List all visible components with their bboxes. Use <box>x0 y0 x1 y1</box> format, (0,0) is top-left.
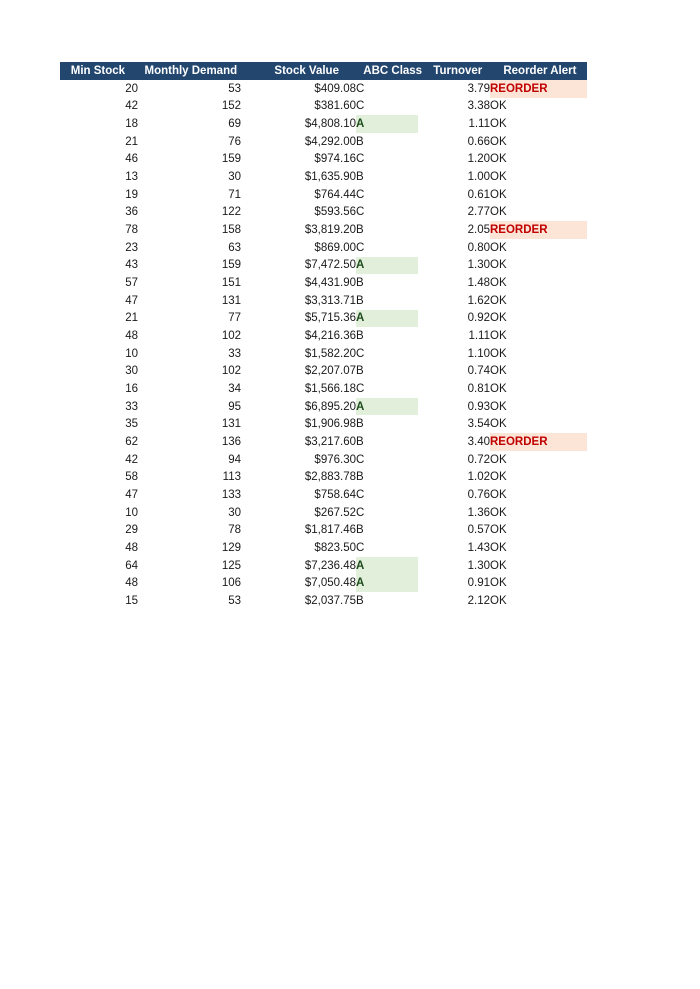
cell-min-stock[interactable]: 47 <box>125 488 138 501</box>
cell-reorder-alert[interactable]: OK <box>490 188 507 201</box>
cell-abc-class[interactable]: C <box>356 206 365 219</box>
cell-stock-value[interactable]: $593.56 <box>314 206 356 219</box>
cell-reorder-alert[interactable]: OK <box>490 347 507 360</box>
table-row <box>60 345 587 363</box>
cell-min-stock[interactable]: 15 <box>125 594 138 607</box>
cell-turnover[interactable]: 0.66 <box>467 135 490 148</box>
table-row <box>60 521 587 539</box>
cell-monthly-demand[interactable]: 151 <box>221 277 241 290</box>
cell-reorder-alert[interactable]: OK <box>490 118 507 131</box>
header-abc-class[interactable]: ABC Class <box>363 65 423 77</box>
table-row <box>60 221 587 239</box>
cell-reorder-alert[interactable]: OK <box>490 153 507 166</box>
cell-turnover[interactable]: 0.57 <box>467 524 490 537</box>
cell-reorder-alert[interactable]: OK <box>490 559 507 572</box>
cell-reorder-alert[interactable]: OK <box>490 277 507 290</box>
cell-abc-class[interactable]: C <box>356 347 365 360</box>
table-row <box>60 133 587 151</box>
cell-turnover[interactable]: 0.81 <box>467 382 490 395</box>
table-row <box>60 292 587 310</box>
cell-min-stock[interactable]: 64 <box>125 559 138 572</box>
cell-reorder-alert[interactable]: OK <box>490 365 507 378</box>
cell-reorder-alert[interactable]: OK <box>490 418 507 431</box>
table-row <box>60 363 587 381</box>
cell-min-stock[interactable]: 21 <box>125 312 138 325</box>
cell-turnover[interactable]: 2.77 <box>467 206 490 219</box>
cell-abc-class[interactable]: C <box>356 541 365 554</box>
cell-stock-value[interactable]: $3,819.20 <box>304 224 356 237</box>
cell-min-stock[interactable]: 10 <box>125 506 138 519</box>
cell-reorder-alert[interactable]: OK <box>490 312 507 325</box>
cell-reorder-alert[interactable]: OK <box>490 100 507 113</box>
cell-abc-class[interactable]: C <box>356 82 365 95</box>
cell-monthly-demand[interactable]: 78 <box>228 524 241 537</box>
cell-monthly-demand[interactable]: 131 <box>221 418 241 431</box>
cell-abc-class[interactable]: C <box>356 100 365 113</box>
table-row <box>60 592 587 610</box>
cell-abc-class[interactable]: B <box>356 277 364 290</box>
table-row <box>60 327 587 345</box>
cell-monthly-demand[interactable]: 53 <box>228 594 241 607</box>
cell-min-stock[interactable]: 48 <box>125 541 138 554</box>
cell-stock-value[interactable]: $381.60 <box>314 100 356 113</box>
cell-monthly-demand[interactable]: 71 <box>228 188 241 201</box>
cell-reorder-alert[interactable]: OK <box>490 171 507 184</box>
cell-reorder-alert[interactable]: OK <box>490 135 507 148</box>
table-row <box>60 380 587 398</box>
cell-monthly-demand[interactable]: 159 <box>221 153 241 166</box>
cell-monthly-demand[interactable]: 30 <box>228 506 241 519</box>
cell-stock-value[interactable]: $5,715.36 <box>304 312 356 325</box>
cell-turnover[interactable]: 3.38 <box>467 100 490 113</box>
cell-abc-class[interactable]: A <box>356 574 418 592</box>
cell-monthly-demand[interactable]: 122 <box>221 206 241 219</box>
cell-abc-class[interactable]: A <box>356 398 418 416</box>
cell-turnover[interactable]: 2.12 <box>467 594 490 607</box>
cell-stock-value[interactable]: $409.08 <box>314 82 356 95</box>
cell-stock-value[interactable]: $267.52 <box>314 506 356 519</box>
table-row <box>60 398 587 416</box>
table-row <box>60 204 587 222</box>
cell-abc-class[interactable]: C <box>356 153 365 166</box>
cell-min-stock[interactable]: 21 <box>125 135 138 148</box>
cell-min-stock[interactable]: 20 <box>125 82 138 95</box>
cell-turnover[interactable]: 1.11 <box>468 118 490 131</box>
cell-min-stock[interactable]: 48 <box>125 330 138 343</box>
cell-stock-value[interactable]: $823.50 <box>314 541 356 554</box>
table-row <box>60 504 587 522</box>
cell-reorder-alert[interactable]: OK <box>490 577 507 590</box>
cell-turnover[interactable]: 1.36 <box>467 506 490 519</box>
cell-turnover[interactable]: 3.54 <box>467 418 490 431</box>
cell-monthly-demand[interactable]: 69 <box>228 118 241 131</box>
cell-monthly-demand[interactable]: 95 <box>228 400 241 413</box>
inventory-table <box>60 62 587 610</box>
header-min-stock[interactable]: Min Stock <box>70 65 126 77</box>
cell-stock-value[interactable]: $4,216.36 <box>304 330 356 343</box>
cell-turnover[interactable]: 1.11 <box>468 330 490 343</box>
cell-reorder-alert[interactable]: REORDER <box>490 80 587 98</box>
table-row <box>60 151 587 169</box>
table-row <box>60 468 587 486</box>
cell-reorder-alert[interactable]: OK <box>490 471 507 484</box>
cell-stock-value[interactable]: $4,808.10 <box>304 118 356 131</box>
table-row <box>60 486 587 504</box>
cell-stock-value[interactable]: $3,313.71 <box>304 294 356 307</box>
table-row <box>60 557 587 575</box>
table-row <box>60 539 587 557</box>
table-row <box>60 98 587 116</box>
table-row <box>60 574 587 592</box>
cell-turnover[interactable]: 1.48 <box>467 277 490 290</box>
cell-min-stock[interactable]: 19 <box>125 188 138 201</box>
cell-min-stock[interactable]: 35 <box>125 418 138 431</box>
cell-min-stock[interactable]: 42 <box>125 453 138 466</box>
cell-monthly-demand[interactable]: 152 <box>221 100 241 113</box>
cell-stock-value[interactable]: $764.44 <box>314 188 356 201</box>
cell-abc-class[interactable]: C <box>356 241 365 254</box>
cell-stock-value[interactable]: $1,817.46 <box>304 524 356 537</box>
cell-min-stock[interactable]: 23 <box>125 241 138 254</box>
cell-abc-class[interactable]: B <box>356 418 364 431</box>
cell-stock-value[interactable]: $869.00 <box>314 241 356 254</box>
cell-reorder-alert[interactable]: OK <box>490 259 507 272</box>
cell-abc-class[interactable]: B <box>356 330 364 343</box>
cell-reorder-alert[interactable]: OK <box>490 541 507 554</box>
cell-min-stock[interactable]: 33 <box>125 400 138 413</box>
cell-monthly-demand[interactable]: 125 <box>221 559 241 572</box>
cell-reorder-alert[interactable]: OK <box>490 453 507 466</box>
cell-abc-class[interactable]: B <box>356 524 364 537</box>
cell-abc-class[interactable]: B <box>356 471 364 484</box>
cell-min-stock[interactable]: 42 <box>125 100 138 113</box>
table-row <box>60 80 587 98</box>
cell-abc-class[interactable]: C <box>356 382 365 395</box>
cell-abc-class[interactable]: A <box>356 557 418 575</box>
cell-stock-value[interactable]: $7,050.48 <box>304 577 356 590</box>
cell-reorder-alert[interactable]: OK <box>490 506 507 519</box>
cell-turnover[interactable]: 2.05 <box>467 224 490 237</box>
cell-stock-value[interactable]: $3,217.60 <box>304 435 356 448</box>
cell-abc-class[interactable]: B <box>356 365 364 378</box>
cell-monthly-demand[interactable]: 136 <box>221 435 241 448</box>
cell-abc-class[interactable]: B <box>356 135 364 148</box>
cell-min-stock[interactable]: 57 <box>125 277 138 290</box>
header-turnover[interactable]: Turnover <box>433 65 483 77</box>
cell-monthly-demand[interactable]: 113 <box>222 471 241 484</box>
table-body <box>60 80 587 610</box>
cell-reorder-alert[interactable]: OK <box>490 241 507 254</box>
cell-turnover[interactable]: 0.92 <box>467 312 490 325</box>
cell-monthly-demand[interactable]: 102 <box>221 365 241 378</box>
cell-turnover[interactable]: 3.40 <box>467 435 490 448</box>
table-row <box>60 433 587 451</box>
cell-abc-class[interactable]: A <box>356 257 418 275</box>
cell-abc-class[interactable]: C <box>356 188 365 201</box>
cell-abc-class[interactable]: A <box>356 115 418 133</box>
cell-turnover[interactable]: 0.72 <box>467 453 490 466</box>
cell-abc-class[interactable]: B <box>356 594 364 607</box>
cell-monthly-demand[interactable]: 33 <box>228 347 241 360</box>
cell-stock-value[interactable]: $4,292.00 <box>304 135 356 148</box>
table-header-row <box>60 62 587 80</box>
cell-monthly-demand[interactable]: 106 <box>221 577 241 590</box>
cell-abc-class[interactable]: C <box>356 488 365 501</box>
cell-stock-value[interactable]: $1,906.98 <box>304 418 356 431</box>
cell-stock-value[interactable]: $4,431.90 <box>304 277 356 290</box>
cell-abc-class[interactable]: C <box>356 453 365 466</box>
cell-monthly-demand[interactable]: 94 <box>228 453 241 466</box>
cell-reorder-alert[interactable]: OK <box>490 330 507 343</box>
cell-turnover[interactable]: 1.62 <box>467 294 490 307</box>
cell-stock-value[interactable]: $1,635.90 <box>304 171 356 184</box>
cell-monthly-demand[interactable]: 30 <box>228 171 241 184</box>
cell-monthly-demand[interactable]: 63 <box>228 241 241 254</box>
cell-reorder-alert[interactable]: OK <box>490 400 507 413</box>
cell-stock-value[interactable]: $1,582.20 <box>304 347 356 360</box>
table-row <box>60 310 587 328</box>
table-row <box>60 257 587 275</box>
cell-abc-class[interactable]: A <box>356 310 418 328</box>
header-stock-value[interactable]: Stock Value <box>274 65 339 77</box>
cell-turnover[interactable]: 0.91 <box>467 577 490 590</box>
cell-reorder-alert[interactable]: OK <box>490 382 507 395</box>
cell-min-stock[interactable]: 48 <box>125 577 138 590</box>
cell-min-stock[interactable]: 16 <box>125 382 138 395</box>
cell-stock-value[interactable]: $2,037.75 <box>304 594 356 607</box>
cell-turnover[interactable]: 1.02 <box>467 471 490 484</box>
cell-min-stock[interactable]: 47 <box>125 294 138 307</box>
cell-min-stock[interactable]: 30 <box>125 365 138 378</box>
cell-reorder-alert[interactable]: OK <box>490 488 507 501</box>
cell-reorder-alert[interactable]: REORDER <box>490 433 587 451</box>
cell-turnover[interactable]: 0.80 <box>467 241 490 254</box>
cell-monthly-demand[interactable]: 133 <box>221 488 241 501</box>
cell-turnover[interactable]: 1.30 <box>467 559 490 572</box>
table-row <box>60 168 587 186</box>
cell-turnover[interactable]: 0.76 <box>467 488 490 501</box>
cell-monthly-demand[interactable]: 131 <box>221 294 241 307</box>
cell-turnover[interactable]: 1.30 <box>467 259 490 272</box>
cell-monthly-demand[interactable]: 159 <box>221 259 241 272</box>
cell-abc-class[interactable]: B <box>356 171 364 184</box>
cell-min-stock[interactable]: 18 <box>125 118 138 131</box>
cell-min-stock[interactable]: 43 <box>125 259 138 272</box>
cell-abc-class[interactable]: B <box>356 294 364 307</box>
cell-min-stock[interactable]: 78 <box>125 224 138 237</box>
cell-turnover[interactable]: 0.93 <box>467 400 490 413</box>
cell-stock-value[interactable]: $7,472.50 <box>304 259 356 272</box>
cell-reorder-alert[interactable]: OK <box>490 294 507 307</box>
cell-stock-value[interactable]: $6,895.20 <box>304 400 356 413</box>
cell-turnover[interactable]: 0.61 <box>467 188 490 201</box>
header-reorder-alert[interactable]: Reorder Alert <box>503 65 577 77</box>
cell-turnover[interactable]: 1.43 <box>467 541 490 554</box>
cell-monthly-demand[interactable]: 129 <box>221 541 241 554</box>
table-row <box>60 451 587 469</box>
cell-abc-class[interactable]: B <box>356 435 364 448</box>
header-monthly-demand[interactable]: Monthly Demand <box>144 65 238 77</box>
table-row <box>60 274 587 292</box>
cell-monthly-demand[interactable]: 102 <box>221 330 241 343</box>
cell-monthly-demand[interactable]: 53 <box>228 82 241 95</box>
cell-min-stock[interactable]: 29 <box>125 524 138 537</box>
cell-stock-value[interactable]: $974.16 <box>314 153 356 166</box>
table-row <box>60 186 587 204</box>
cell-reorder-alert[interactable]: OK <box>490 206 507 219</box>
cell-turnover[interactable]: 0.74 <box>467 365 490 378</box>
cell-monthly-demand[interactable]: 76 <box>228 135 241 148</box>
cell-stock-value[interactable]: $758.64 <box>314 488 356 501</box>
cell-turnover[interactable]: 1.20 <box>467 153 490 166</box>
cell-reorder-alert[interactable]: REORDER <box>490 221 587 239</box>
cell-min-stock[interactable]: 62 <box>125 435 138 448</box>
cell-stock-value[interactable]: $976.30 <box>314 453 356 466</box>
cell-turnover[interactable]: 1.00 <box>467 171 490 184</box>
cell-min-stock[interactable]: 58 <box>125 471 138 484</box>
cell-min-stock[interactable]: 46 <box>125 153 138 166</box>
cell-abc-class[interactable]: C <box>356 506 365 519</box>
cell-min-stock[interactable]: 13 <box>125 171 138 184</box>
cell-reorder-alert[interactable]: OK <box>490 594 507 607</box>
cell-stock-value[interactable]: $2,883.78 <box>304 471 356 484</box>
cell-stock-value[interactable]: $7,236.48 <box>304 559 356 572</box>
cell-turnover[interactable]: 3.79 <box>467 82 490 95</box>
cell-abc-class[interactable]: B <box>356 224 364 237</box>
cell-min-stock[interactable]: 36 <box>125 206 138 219</box>
cell-monthly-demand[interactable]: 34 <box>228 382 241 395</box>
cell-turnover[interactable]: 1.10 <box>467 347 490 360</box>
table-row <box>60 239 587 257</box>
cell-reorder-alert[interactable]: OK <box>490 524 507 537</box>
cell-min-stock[interactable]: 10 <box>125 347 138 360</box>
cell-monthly-demand[interactable]: 158 <box>221 224 241 237</box>
table-row <box>60 115 587 133</box>
cell-stock-value[interactable]: $1,566.18 <box>304 382 356 395</box>
table-row <box>60 415 587 433</box>
cell-monthly-demand[interactable]: 77 <box>228 312 241 325</box>
cell-stock-value[interactable]: $2,207.07 <box>304 365 356 378</box>
